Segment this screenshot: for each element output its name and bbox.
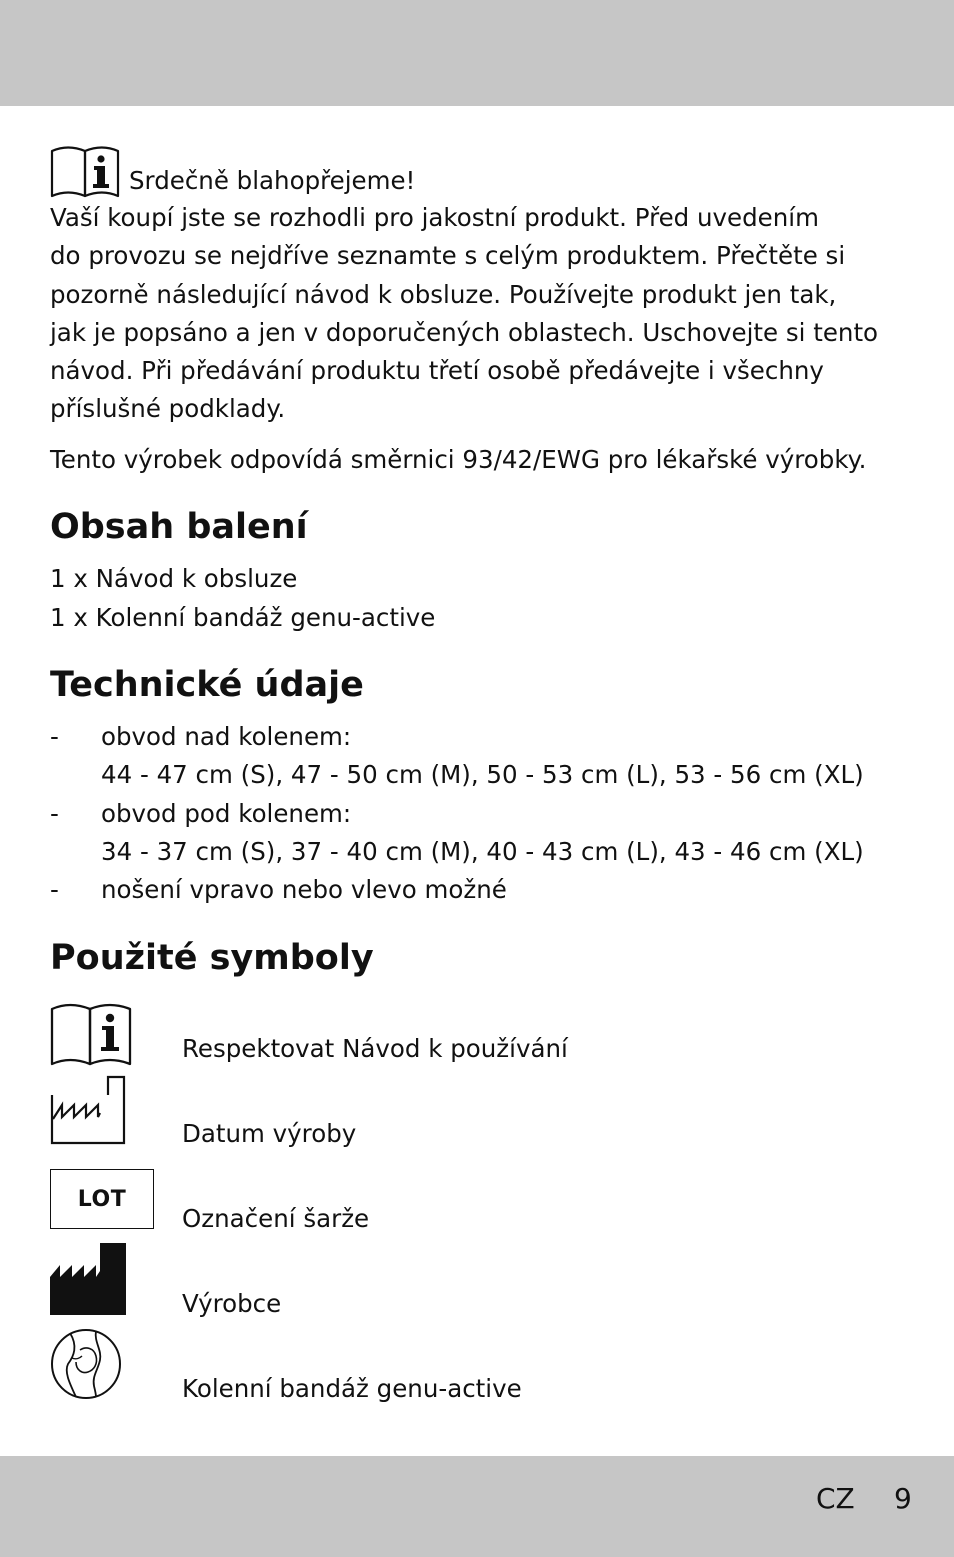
lot-icon: LOT	[50, 1169, 154, 1229]
instructions-icon	[50, 998, 132, 1066]
knee-bandage-icon	[50, 1328, 122, 1400]
list-dash: -	[50, 799, 59, 828]
intro-line: příslušné podklady.	[50, 394, 286, 423]
spec-detail: 44 - 47 cm (S), 47 - 50 cm (M), 50 - 53 cm (L), 53 - 56 cm (XL)	[101, 760, 864, 789]
technical-heading: Technické údaje	[50, 665, 364, 705]
symbol-label: Datum výroby	[182, 1119, 357, 1148]
intro-line: do provozu se nejdříve seznamte s celým produktem. Přečtěte si	[50, 241, 846, 270]
symbols-heading: Použité symboly	[50, 938, 374, 978]
package-item: 1 x Návod k obsluze	[50, 564, 298, 593]
info-book-icon	[50, 142, 122, 198]
directive-text: Tento výrobek odpovídá směrnici 93/42/EWG pro lékařské výrobky.	[50, 445, 867, 474]
greeting-text: Srdečně blahopřejeme!	[129, 166, 416, 195]
language-code: CZ	[816, 1482, 855, 1515]
package-heading: Obsah balení	[50, 507, 308, 547]
bottom-band	[0, 1456, 954, 1557]
intro-line: Vaší koupí jste se rozhodli pro jakostní produkt. Před uvedením	[50, 203, 819, 232]
intro-line: návod. Při předávání produktu třetí osobě předávejte i všechny	[50, 356, 824, 385]
list-dash: -	[50, 875, 59, 904]
symbol-label: Kolenní bandáž genu-active	[182, 1374, 522, 1403]
manufacturer-icon	[50, 1243, 126, 1315]
intro-line: pozorně následující návod k obsluze. Používejte produkt jen tak,	[50, 280, 837, 309]
spec-detail: 34 - 37 cm (S), 37 - 40 cm (M), 40 - 43 cm (L), 43 - 46 cm (XL)	[101, 837, 864, 866]
spec-label: obvod nad kolenem:	[101, 722, 352, 751]
list-dash: -	[50, 722, 59, 751]
top-band	[0, 0, 954, 106]
intro-line: jak je popsáno a jen v doporučených oblastech. Uschovejte si tento	[50, 318, 879, 347]
spec-label: nošení vpravo nebo vlevo možné	[101, 875, 507, 904]
package-item: 1 x Kolenní bandáž genu-active	[50, 603, 436, 632]
symbol-label: Respektovat Návod k používání	[182, 1034, 568, 1063]
spec-label: obvod pod kolenem:	[101, 799, 352, 828]
page-number: 9	[894, 1482, 912, 1515]
symbol-label: Označení šarže	[182, 1204, 370, 1233]
symbol-label: Výrobce	[182, 1289, 282, 1318]
manufacture-date-icon	[50, 1075, 126, 1145]
